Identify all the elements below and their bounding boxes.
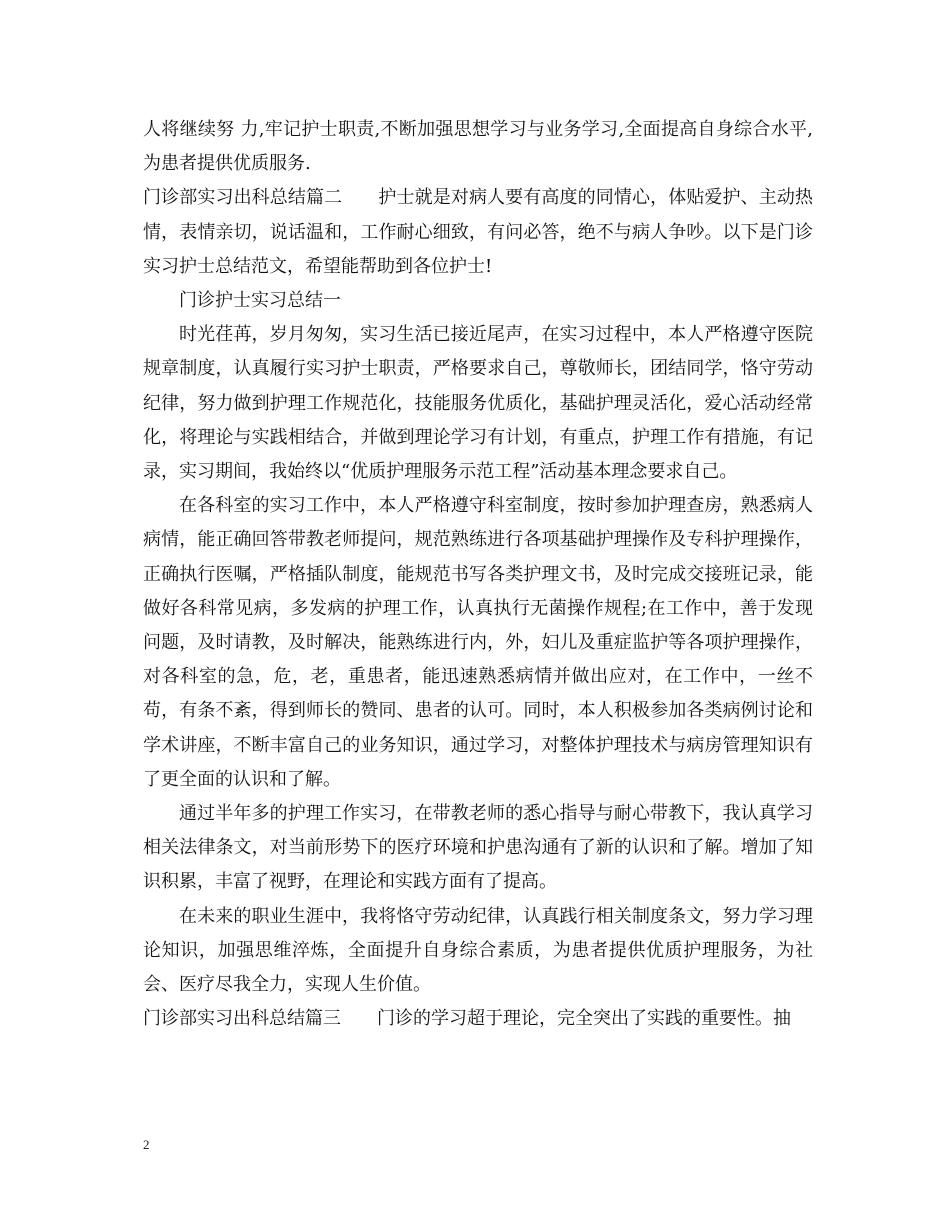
paragraph-half-year-practice: 通过半年多的护理工作实习，在带教老师的悉心指导与耐心带教下，我认真学习相关法律条文，对当前形势下的医疗环境和护患沟通有了新的认识和了解。增加了知识积累，丰富了视野，在理论和实践方面有了提高。 [143, 803, 813, 893]
paragraph-future-career: 在未来的职业生涯中，我将恪守劳动纪律，认真践行相关制度条文，努力学习理论知识，加强思维淬炼，全面提升自身综合素质，为患者提供优质护理服务，为社会、医疗尽我全力，实现人生价值。 [143, 905, 813, 996]
section-two-paragraph [143, 181, 813, 284]
section-three-paragraph [143, 1002, 813, 1036]
paragraph-internship-summary: 时光荏苒，岁月匆匆，实习生活已接近尾声，在实习过程中，本人严格遵守医院规章制度，认真履行实习护士职责，严格要求自己，尊敬师长，团结同学，恪守劳动纪律，努力做到护理工作规范化，技能服务优质化，基础护理灵活化，爱心活动经常化，将理论与实践相结合，并做到理论学习有计划，有重点，护理工作有措施，有记录，实习期间，我始终以“优质护理服务示范工程”活动基本理念要求自己。 [143, 324, 813, 483]
page-number: 2 [143, 1137, 150, 1152]
section-two-intro: 护士就是对病人要有高度的同情心，体贴爱护、主动热情，表情亲切，说话温和，工作耐心细致，有问必答，绝不与病人争吵。以下是门诊实习护士总结范文，希望能帮助到各位护士! [143, 187, 814, 277]
section-three-heading: 门诊部实习出科总结篇三 [143, 1008, 341, 1030]
subsection-title: 门诊护士实习总结一 [179, 290, 341, 312]
document-body [143, 113, 813, 1036]
paragraph-continuation: 人将继续努 力,牢记护士职责,不断加强思想学习与业务学习,全面提高自身综合水平,为患者提供优质服务. [143, 119, 813, 175]
paragraph-department-work: 在各科室的实习工作中，本人严格遵守科室制度，按时参加护理查房，熟悉病人病情，能正确回答带教老师提问，规范熟练进行各项基础护理操作及专科护理操作，正确执行医嘱，严格插队制度，能规范书写各类护理文书，及时完成交接班记录，能做好各科常见病，多发病的护理工作，认真执行无菌操作规程;在工作中，善于发现问题，及时请教，及时解决，能熟练进行内，外，妇儿及重症监护等各项护理操作，对各科室的急，危，老，重患者，能迅速熟悉病情并做出应对，在工作中，一丝不苟，有条不紊，得到师长的赞同、患者的认可。同时，本人积极参加各类病例讨论和学术讲座，不断丰富自己的业务知识，通过学习，对整体护理技术与病房管理知识有了更全面的认识和了解。 [143, 495, 813, 790]
section-three-intro: 门诊的学习超于理论，完全突出了实践的重要性。抽 [377, 1008, 791, 1030]
section-two-heading: 门诊部实习出科总结篇二 [143, 187, 343, 209]
